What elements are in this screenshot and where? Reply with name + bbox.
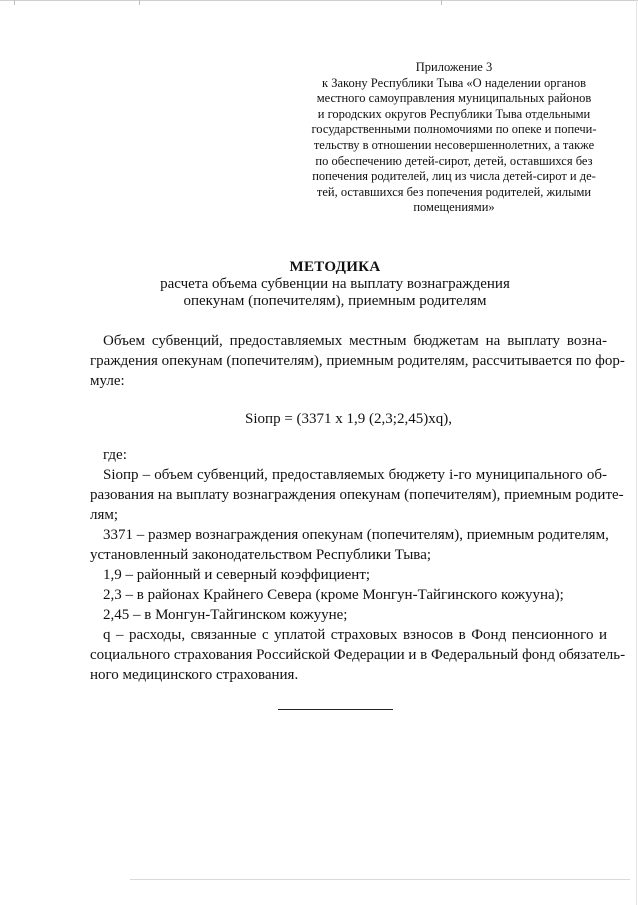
definition-line: 1,9 – районный и северный коэффициент; [103, 567, 371, 583]
scan-mark [14, 0, 15, 5]
document-title-block [90, 259, 580, 310]
definition-line: Siопр – объем субвенций, предоставляемых бюджету i-го муниципального об- [103, 467, 607, 483]
definition-line: разования на выплату вознаграждения опекунам (попечителям), приемным родите- [90, 487, 624, 503]
appendix-line: тельству в отношении несовершеннолетних, а также [313, 137, 595, 152]
paragraph-line: Объем субвенций, предоставляемых местным бюджетам на выплату возна- [103, 333, 607, 349]
appendix-line: тей, оставшихся без попечения родителей, жилыми [316, 184, 592, 199]
where-label: где: [103, 447, 127, 463]
end-divider [278, 709, 393, 710]
paragraph-line: граждения опекунам (попечителям), приемным родителям, рассчитывается по фор- [90, 353, 625, 369]
definitions [90, 445, 626, 685]
document-heading: МЕТОДИКА [289, 259, 381, 275]
scan-top-edge [0, 0, 638, 1]
document-subtitle-line: опекунам (попечителям), приемным родителям [183, 293, 487, 309]
appendix-line: местного самоуправления муниципальных районов [316, 91, 592, 106]
definition-line: q – расходы, связанные с уплатой страховых взносов в Фонд пенсионного и [103, 627, 607, 643]
appendix-line: попечения родителей, лиц из числа детей-сирот и де- [312, 169, 596, 184]
scan-mark [139, 0, 140, 5]
scan-mark [441, 0, 442, 5]
definition-line: установленный законодательством Республики Тыва; [90, 547, 432, 563]
definition-line: ного медицинского страхования. [90, 667, 299, 683]
appendix-line: помещениями» [413, 200, 495, 215]
scan-bottom-edge [130, 879, 630, 880]
definition-line: социального страхования Российской Федерации и в Федеральный фонд обязатель- [90, 647, 626, 663]
appendix-line: к Закону Республики Тыва «О наделении органов [322, 75, 586, 90]
appendix-block [300, 60, 608, 216]
definition-line: 2,45 – в Монгун-Тайгинском кожууне; [103, 607, 348, 623]
appendix-line: по обеспечению детей-сирот, детей, оставшихся без [315, 153, 593, 168]
document-subtitle-line: расчета объема субвенции на выплату вознаграждения [160, 276, 510, 292]
appendix-line: и городских округов Республики Тыва отдельными [317, 106, 591, 121]
definition-line: 2,3 – в районах Крайнего Севера (кроме Монгун-Тайгинского кожууна); [103, 587, 564, 603]
definition-line: лям; [90, 507, 119, 523]
scan-right-edge [636, 0, 637, 905]
appendix-line: Приложение 3 [415, 60, 493, 74]
intro-paragraph [90, 331, 625, 391]
appendix-line: государственными полномочиями по опеке и попечи- [311, 122, 597, 137]
formula: Siопр = (3371 x 1,9 (2,3;2,45)xq), [245, 411, 452, 427]
paragraph-line: муле: [90, 373, 125, 389]
definition-line: 3371 – размер вознаграждения опекунам (попечителям), приемным родителям, [103, 527, 609, 543]
